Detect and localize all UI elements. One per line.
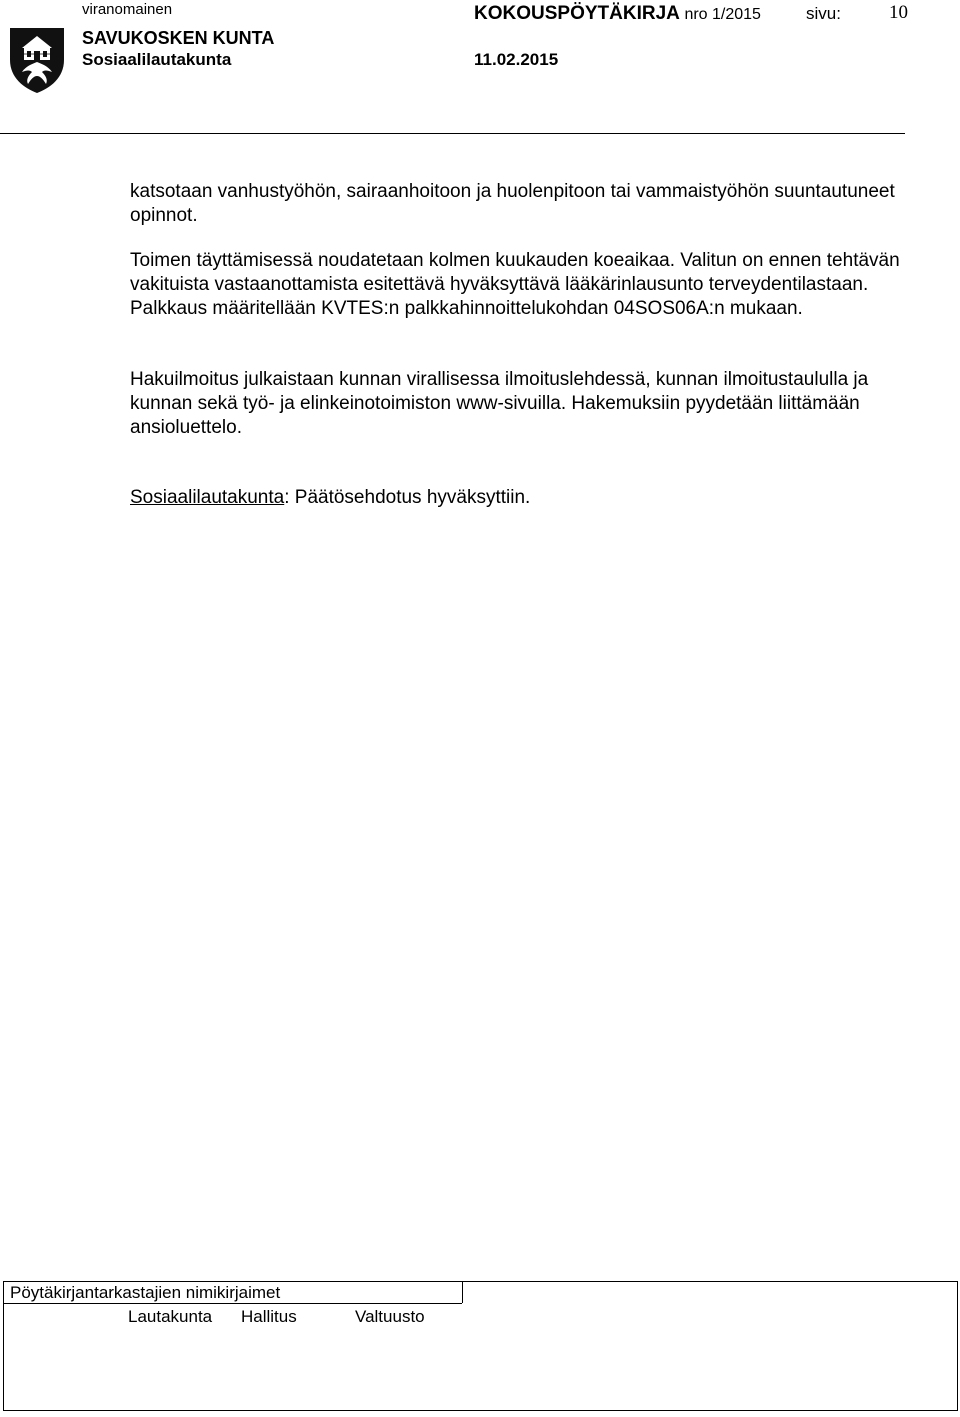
signature-column-lautakunta: Lautakunta bbox=[128, 1307, 213, 1326]
municipality-name: SAVUKOSKEN KUNTA bbox=[82, 28, 275, 48]
document-title-text: KOKOUSPÖYTÄKIRJA bbox=[474, 3, 680, 24]
meeting-date: 11.02.2015 bbox=[474, 50, 559, 69]
paragraph-trial-period: Toimen täyttämisessä noudatetaan kolmen kuukauden koeaikaa. Valitun on ennen tehtävän vakituista vastaanottamista esitettävä hyväksyttävä lääkärinlausunto terveydentilastaan. Palkkaus määritellään KVTES:n palkkahinnoittelukohdan 04SOS06A:n mukaan. bbox=[130, 250, 900, 320]
signature-table bbox=[3, 1281, 958, 1411]
signature-table-divider bbox=[462, 1282, 463, 1303]
document-number: nro 1/2015 bbox=[684, 6, 761, 23]
decision-line bbox=[130, 486, 900, 510]
document-status: viranomainen bbox=[82, 1, 173, 18]
header-divider bbox=[0, 133, 905, 134]
decision-body: Sosiaalilautakunta bbox=[130, 487, 285, 508]
decision-text: : Päätösehdotus hyväksyttiin. bbox=[284, 487, 531, 508]
page-label: sivu: bbox=[806, 4, 841, 23]
signature-table-rule bbox=[4, 1303, 462, 1304]
signatures-title: Pöytäkirjantarkastajien nimikirjaimet bbox=[10, 1283, 281, 1302]
paragraph-job-posting: Hakuilmoitus julkaistaan kunnan virallisessa ilmoituslehdessä, kunnan ilmoitustaululla ja kunnan sekä työ- ja elinkeinotoimiston www-sivuilla. Hakemuksiin pyydetään liittämään ansioluettelo. bbox=[130, 369, 869, 439]
signature-column-valtuusto: Valtuusto bbox=[355, 1307, 425, 1326]
board-name: Sosiaalilautakunta bbox=[82, 50, 232, 69]
municipal-coat-of-arms-icon bbox=[8, 26, 66, 94]
signature-column-hallitus: Hallitus bbox=[241, 1307, 297, 1326]
page-number: 10 bbox=[889, 2, 908, 23]
document-title bbox=[474, 3, 761, 25]
paragraph-qualifications: katsotaan vanhustyöhön, sairaanhoitoon ja huolenpitoon tai vammaistyöhön suuntautuneet opinnot. bbox=[130, 181, 895, 227]
